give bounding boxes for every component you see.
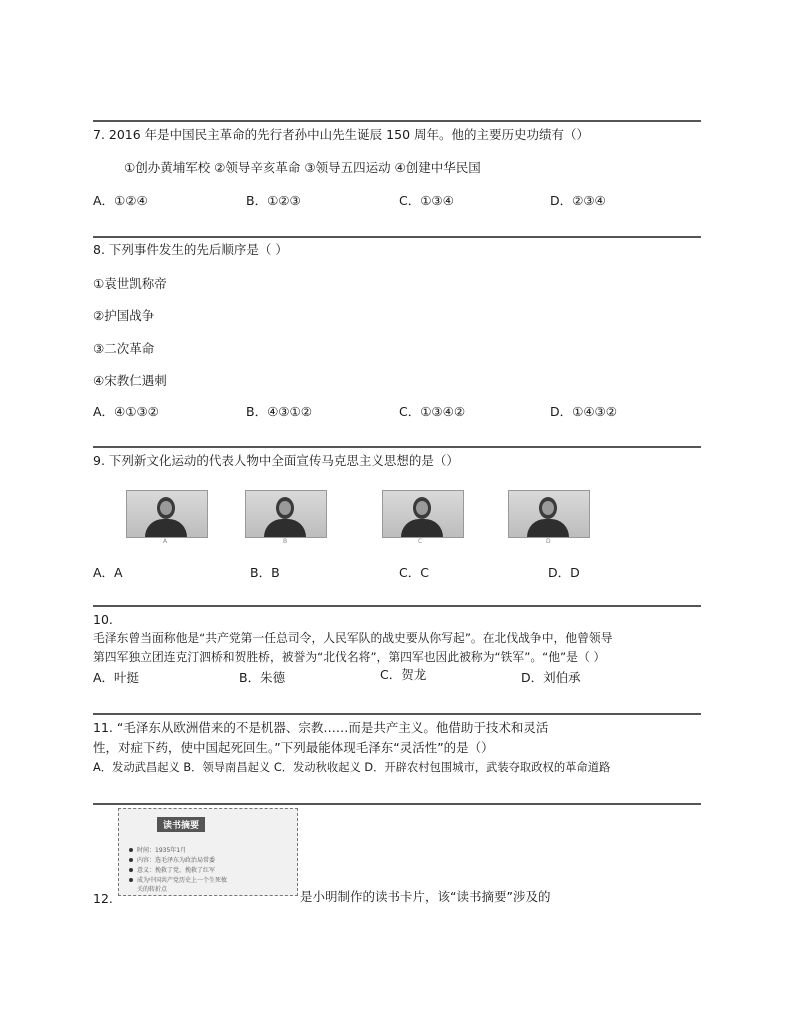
q9-option-b[interactable]: B．B (250, 565, 280, 580)
divider (93, 120, 701, 122)
q11-stem-line-1: 11. “毛泽东从欧洲借来的不是机器、宗教……而是共产主义。他借助于技术和灵活 (93, 720, 549, 735)
q10-stem-line-2: 第四军独立团连克汀泗桥和贺胜桥，被誉为“北伐名将”，第四军也因此被称为“铁军”。“他”是（ ） (93, 650, 606, 664)
reading-card-line: 意义：挽救了党，挽救了红军 (137, 867, 216, 874)
q8-option-d[interactable]: D．①④③② (550, 404, 617, 419)
q8-item-2: ②护国战争 (93, 308, 155, 323)
reading-card-line: 关的转折点 (137, 886, 168, 893)
divider (93, 605, 701, 607)
q10-option-a[interactable]: A．叶挺 (93, 670, 140, 685)
q11-options[interactable]: A．发动武昌起义 B．领导南昌起义 C．发动秋收起义 D．开辟农村包围城市，武装夺取政权的革命道路 (93, 761, 611, 774)
portrait-d-image (508, 490, 590, 538)
reading-card-line: 时间：1935年1月 (137, 847, 187, 854)
q9-option-d[interactable]: D．D (548, 565, 580, 580)
q12-number: 12. (93, 891, 113, 906)
q9-option-a[interactable]: A．A (93, 565, 123, 580)
q7-items: ①创办黄埔军校 ②领导辛亥革命 ③领导五四运动 ④创建中华民国 (124, 160, 481, 175)
divider (93, 236, 701, 238)
q7-option-d[interactable]: D．②③④ (550, 193, 606, 208)
q12-stem: 是小明制作的读书卡片，该“读书摘要”涉及的 (300, 889, 551, 904)
divider (93, 713, 701, 715)
q7-option-c[interactable]: C．①③④ (399, 193, 454, 208)
portrait-b-image (245, 490, 327, 538)
divider (93, 803, 701, 805)
q9-stem: 9. 下列新文化运动的代表人物中全面宣传马克思主义思想的是（） (93, 453, 459, 468)
reading-card-line: 内容：选毛泽东为政治局常委 (137, 857, 216, 864)
q11-stem-line-2: 性，对症下药，使中国起死回生。”下列最能体现毛泽东“灵活性”的是（） (93, 740, 494, 755)
q10-stem-line-1: 毛泽东曾当面称他是“共产党第一任总司令，人民军队的战史要从你写起”。在北伐战争中，他曾领导 (93, 631, 613, 645)
q8-item-3: ③二次革命 (93, 341, 155, 356)
q10-option-c[interactable]: C．贺龙 (380, 667, 427, 682)
portrait-a-image (126, 490, 208, 538)
q8-option-a[interactable]: A．④①③② (93, 404, 159, 419)
reading-card-image (118, 808, 298, 896)
q7-option-a[interactable]: A．①②④ (93, 193, 148, 208)
portrait-c-caption: C (418, 538, 423, 545)
q8-item-1: ①袁世凯称帝 (93, 276, 167, 291)
divider (93, 446, 701, 448)
q10-number: 10. (93, 612, 113, 627)
q7-stem: 7. 2016 年是中国民主革命的先行者孙中山先生诞辰 150 周年。他的主要历史功绩有（） (93, 127, 589, 142)
portrait-c-image (382, 490, 464, 538)
q8-option-c[interactable]: C．①③④② (399, 404, 466, 419)
q7-option-b[interactable]: B．①②③ (246, 193, 301, 208)
q8-item-4: ④宋教仁遇刺 (93, 373, 167, 388)
q10-option-d[interactable]: D．刘伯承 (521, 670, 581, 685)
reading-card-line: 成为中国共产党历史上一个生死攸 (137, 877, 228, 884)
portrait-d-caption: D (546, 538, 551, 545)
portrait-b-caption: B (283, 538, 288, 545)
q9-option-c[interactable]: C．C (399, 565, 429, 580)
reading-card-title: 读书摘要 (157, 817, 205, 832)
q10-option-b[interactable]: B．朱德 (239, 670, 286, 685)
q8-option-b[interactable]: B．④③①② (246, 404, 312, 419)
q8-stem: 8. 下列事件发生的先后顺序是（ ） (93, 242, 288, 257)
portrait-a-caption: A (163, 538, 168, 545)
